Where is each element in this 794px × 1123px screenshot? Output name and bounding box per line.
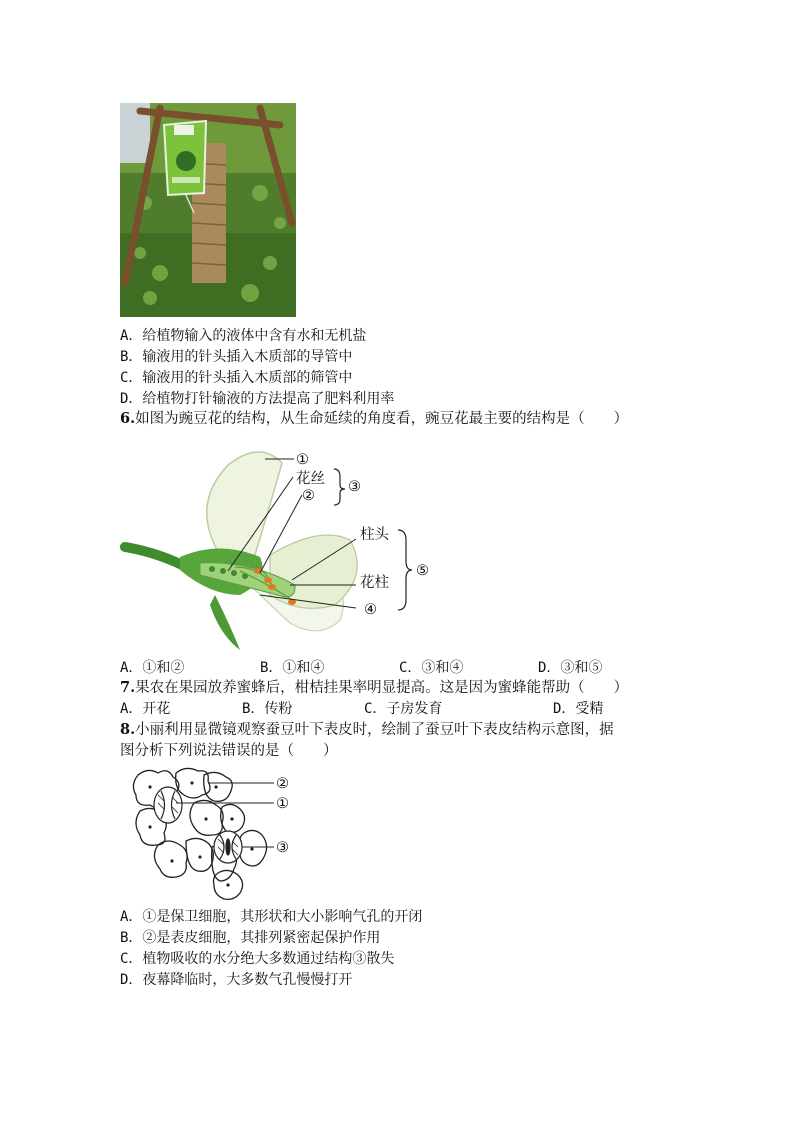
- label-circle-3: ③: [276, 840, 289, 856]
- q8-option-d: D．夜幕降临时，大多数气孔慢慢打开: [120, 972, 353, 988]
- q6-options: [120, 658, 602, 678]
- label-circle-5: ⑤: [416, 563, 429, 579]
- q7-option-b: B．传粉: [242, 701, 293, 717]
- label-circle-3: ③: [348, 479, 361, 495]
- q6-stem: [120, 409, 628, 429]
- q7-option-a: A．开花: [120, 701, 171, 717]
- label-circle-1: ①: [276, 796, 289, 812]
- label-filament: 花丝: [296, 471, 325, 487]
- q8-option-a: A．①是保卫细胞，其形状和大小影响气孔的开闭: [120, 909, 423, 925]
- q8-stem-line2: 图分析下列说法错误的是（ ）: [120, 743, 338, 759]
- question-text: 果农在果园放养蜜蜂后，柑桔挂果率明显提高。这是因为蜜蜂能帮助（ ）: [135, 680, 629, 696]
- q5-option-d: D．给植物打针输液的方法提高了肥料利用率: [120, 391, 395, 407]
- question-number: 7.: [120, 679, 136, 696]
- question-text: 如图为豌豆花的结构，从生命延续的角度看，豌豆花最主要的结构是（ ）: [135, 411, 629, 427]
- label-style: 花柱: [360, 575, 389, 591]
- pea-flower-diagram: [120, 445, 440, 655]
- leaf-epidermis-diagram: [128, 765, 308, 905]
- q6-option-b: B．①和④: [260, 660, 325, 676]
- label-circle-1: ①: [296, 452, 309, 468]
- q7-options: [120, 699, 603, 719]
- q6-option-d: D．③和⑤: [538, 660, 603, 676]
- question-number: 6.: [120, 410, 136, 427]
- question-number: 8.: [120, 721, 136, 738]
- q7-stem: [120, 678, 628, 698]
- q6-option-a: A．①和②: [120, 660, 185, 676]
- label-stigma: 柱头: [360, 527, 389, 543]
- q5-option-c: C．输液用的针头插入木质部的筛管中: [120, 370, 353, 386]
- label-circle-2: ②: [276, 776, 289, 792]
- q5-option-b: B．输液用的针头插入木质部的导管中: [120, 349, 353, 365]
- question-text: 小丽利用显微镜观察蚕豆叶下表皮时，绘制了蚕豆叶下表皮结构示意图，据: [135, 722, 614, 738]
- label-circle-2: ②: [302, 488, 315, 504]
- q8-option-b: B．②是表皮细胞，其排列紧密起保护作用: [120, 930, 381, 946]
- q7-option-c: C．子房发育: [364, 701, 443, 717]
- q8-option-c: C．植物吸收的水分绝大多数通过结构③散失: [120, 951, 395, 967]
- q7-option-d: D．受精: [553, 701, 604, 717]
- q6-option-c: C．③和④: [399, 660, 464, 676]
- label-circle-4: ④: [364, 602, 377, 618]
- tree-infusion-photo: [120, 103, 296, 317]
- q8-stem-line1: [120, 720, 614, 740]
- q5-option-a: A．给植物输入的液体中含有水和无机盐: [120, 328, 367, 344]
